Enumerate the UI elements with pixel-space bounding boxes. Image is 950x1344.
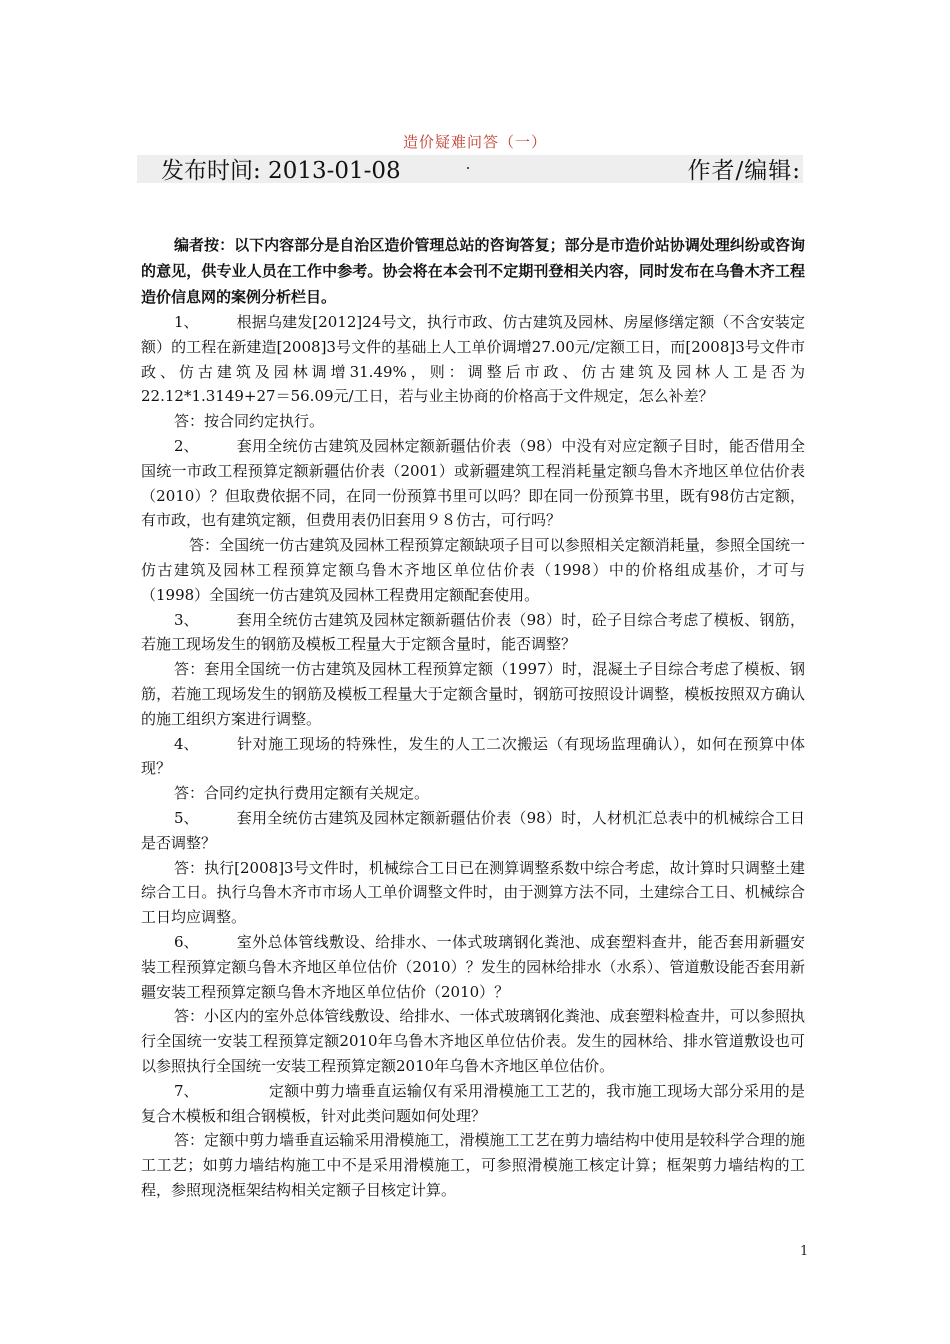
question-text: 套用全统仿古建筑及园林定额新疆估价表（98）时，人材机汇总表中的机械综合工日是否调整？ bbox=[141, 808, 805, 852]
answer-5: 答：执行[2008]3号文件时，机械综合工日已在测算调整系数中综合考虑，故计算时只调整土建综合工日。执行乌鲁木齐市市场人工单价调整文件时，由于测算方法不同，土建综合工日、机械综合工日均应调整。 bbox=[141, 858, 805, 927]
question-text: 针对施工现场的特殊性，发生的人工二次搬运（有现场监理确认），如何在预算中体现？ bbox=[141, 734, 805, 778]
author-editor: 作者/编辑: bbox=[687, 158, 801, 184]
answer-1: 答：按合同约定执行。 bbox=[174, 412, 325, 431]
publish-bar bbox=[137, 155, 803, 183]
answer-2: 答：全国统一仿古建筑及园林工程预算定额缺项子目可以参照相关定额消耗量，参照全国统一仿古建筑及园林工程预算定额乌鲁木齐地区单位估价表（1998）中的价格组成基价，才可与（1998）全国统一仿古建筑及园林工程费用定额配套使用。 bbox=[141, 536, 805, 604]
question-text: 根据乌建发[2012]24号文，执行市政、仿古建筑及园林、房屋修缮定额（不含安装定额）的工程在新建造[2008]3号文件的基础上人工单价调增27.00元/定额工日，而[2008]3号文件市政、仿古建筑及园林调增31.49%，则：调整后市政、仿古建筑及园林人工是否为22.12*1.3149+27＝56.09元/工日，若与业主协商的价格高于文件规定，怎么补差？ bbox=[141, 313, 805, 406]
question-text: 定额中剪力墙垂直运输仅有采用滑模施工工艺的，我市施工现场大部分采用的是复合木模板和组合钢模板，针对此类问题如何处理？ bbox=[141, 1081, 805, 1125]
question-1 bbox=[141, 310, 805, 409]
question-text: 套用全统仿古建筑及园林定额新疆估价表（98）时，砼子目综合考虑了模板、钢筋，若施工现场发生的钢筋及模板工程量大于定额含量时，能否调整？ bbox=[141, 610, 805, 654]
question-number: 4、 bbox=[174, 734, 199, 753]
page-number: 1 bbox=[800, 1244, 809, 1259]
question-6 bbox=[141, 930, 805, 1004]
question-7 bbox=[141, 1079, 805, 1129]
answer-7: 答：定额中剪力墙垂直运输采用滑模施工，滑模施工工艺在剪力墙结构中使用是较科学合理的施工工艺；如剪力墙结构施工中不是采用滑模施工，可参照滑模施工核定计算；框架剪力墙结构的工程，参照现浇框架结构相关定额子目核定计算。 bbox=[141, 1131, 805, 1199]
question-text: 套用全统仿古建筑及园林定额新疆估价表（98）中没有对应定额子目时，能否借用全国统一市政工程预算定额新疆估价表（2001）或新疆建筑工程消耗量定额乌鲁木齐地区单位估价表（2010）？但取费依据不同，在同一份预算书里可以吗？即在同一份预算书里，既有98仿古定额，有市政，也有建筑定额，但费用表仍旧套用９８仿古，可行吗？ bbox=[141, 436, 805, 530]
question-number: 2、 bbox=[174, 436, 199, 455]
question-number: 1、 bbox=[174, 313, 199, 331]
publish-time: 发布时间: 2013-01-08 bbox=[161, 158, 401, 184]
editor-note: 编者按：以下内容部分是自治区造价管理总站的咨询答复；部分是市造价站协调处理纠纷或咨询的意见，供专业人员在工作中参考。协会将在本会刊不定期刊登相关内容，同时发布在乌鲁木齐工程造价信息网的案例分析栏目。 bbox=[141, 236, 805, 306]
answer-3: 答：套用全国统一仿古建筑及园林工程预算定额（1997）时，混凝土子目综合考虑了模板、钢筋，若施工现场发生的钢筋及模板工程量大于定额含量时，钢筋可按照设计调整，模板按照双方确认的施工组织方案进行调整。 bbox=[141, 660, 805, 728]
question-number: 6、 bbox=[174, 932, 199, 951]
question-5 bbox=[141, 806, 805, 856]
question-number: 3、 bbox=[174, 610, 199, 629]
page-title: 造价疑难问答（一） bbox=[402, 133, 547, 151]
document-body bbox=[141, 232, 805, 1203]
question-number: 5、 bbox=[174, 808, 199, 827]
question-text: 室外总体管线敷设、给排水、一体式玻璃钢化粪池、成套塑料查井，能否套用新疆安装工程预算定额乌鲁木齐地区单位估价（2010）？发生的园林给排水（水系）、管道敷设能否套用新疆安装工程预算定额乌鲁木齐地区单位估价（2010）？ bbox=[141, 932, 805, 1001]
question-number: 7、 bbox=[174, 1081, 199, 1100]
question-2 bbox=[141, 434, 805, 533]
answer-6: 答：小区内的室外总体管线敷设、给排水、一体式玻璃钢化粪池、成套塑料检查井，可以参照执行全国统一安装工程预算定额2010年乌鲁木齐地区单位估价表。发生的园林给、排水管道敷设也可以参照执行全国统一安装工程预算定额2010年乌鲁木齐地区单位估价。 bbox=[141, 1007, 805, 1075]
separator-dot bbox=[467, 167, 469, 169]
answer-4: 答：合同约定执行费用定额有关规定。 bbox=[174, 784, 430, 803]
question-4 bbox=[141, 732, 805, 782]
question-3 bbox=[141, 608, 805, 658]
